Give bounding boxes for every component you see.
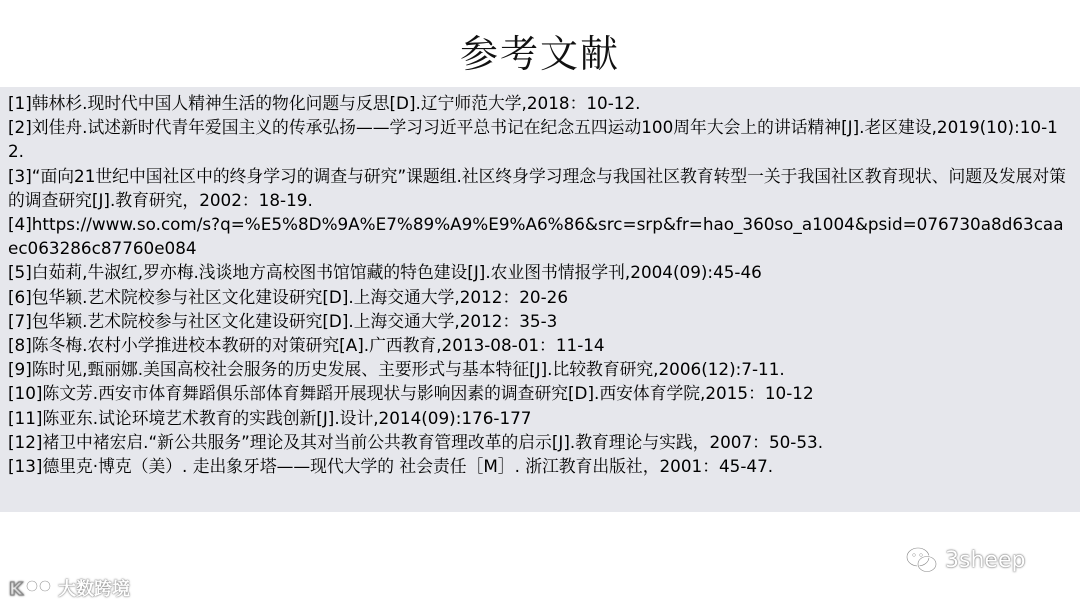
reference-item-6: [6]包华颖.艺术院校参与社区文化建设研究[D].上海交通大学,2012：20-26 (8, 286, 569, 307)
watermark-dashujujing (8, 574, 130, 602)
reference-item-2: [2]刘佳舟.试述新时代青年爱国主义的传承弘扬——学习习近平总书记在纪念五四运动100周年大会上的讲话精神[J].老区建设,2019(10):10-12. (8, 117, 1058, 162)
reference-list (8, 91, 1070, 478)
reference-item-8: [8]陈冬梅.农村小学推进校本教研的对策研究[A].广西教育,2013-08-01：11-14 (8, 335, 605, 356)
reference-item-1: [1]韩林杉.现时代中国人精神生活的物化问题与反思[D].辽宁师范大学,2018：10-12. (8, 93, 641, 113)
reference-item-11: [11]陈亚东.试论环境艺术教育的实践创新[J].设计,2014(09):176-177 (8, 407, 532, 428)
kr-logo-icon (8, 576, 54, 600)
reference-item-4: [4]https://www.so.com/s?q=%E5%8D%9A%E7%89%A9%E9%A6%86&src=srp&fr=hao_360so_a1004&psid=076730a8d63caaec063286c87760e084 (8, 214, 1064, 259)
reference-item-10: [10]陈文芳.西安市体育舞蹈俱乐部体育舞蹈开展现状与影响因素的调查研究[D].西安体育学院,2015：10-12 (8, 383, 814, 404)
reference-item-9: [9]陈时见,甄丽娜.美国高校社会服务的历史发展、主要形式与基本特征[J].比较教育研究,2006(12):7-11. (8, 359, 785, 380)
svg-text:K: K (9, 579, 23, 600)
reference-item-7: [7]包华颖.艺术院校参与社区文化建设研究[D].上海交通大学,2012：35-3 (8, 310, 558, 331)
slide-title: 参考文献 (459, 32, 620, 76)
watermark-right-text: 3sheep (945, 547, 1026, 573)
reference-item-13: [13]德里克·博克（美）. 走出象牙塔——现代大学的 社会责任［M］. 浙江教育出版社，2001：45-47. (8, 456, 774, 477)
reference-item-5: [5]白茹莉,牛淑红,罗亦梅.浅谈地方高校图书馆馆藏的特色建设[J].农业图书情报学刊,2004(09):45-46 (8, 262, 762, 283)
references-panel (0, 87, 1080, 512)
watermark-left-text: 大数跨境 (58, 579, 130, 600)
reference-item-3: [3]“面向21世纪中国社区中的终身学习的调查与研究”课题组.社区终身学习理念与我国社区教育转型一关于我国社区教育现状、问题及发展对策的调查研究[J].教育研究，2002：18-19. (8, 165, 1066, 210)
reference-item-12: [12]褚卫中褚宏启.“新公共服务”理论及其对当前公共教育管理改革的启示[J].教育理论与实践，2007：50-53. (8, 431, 824, 452)
watermark-3sheep (905, 545, 1025, 575)
wechat-icon (905, 546, 939, 574)
